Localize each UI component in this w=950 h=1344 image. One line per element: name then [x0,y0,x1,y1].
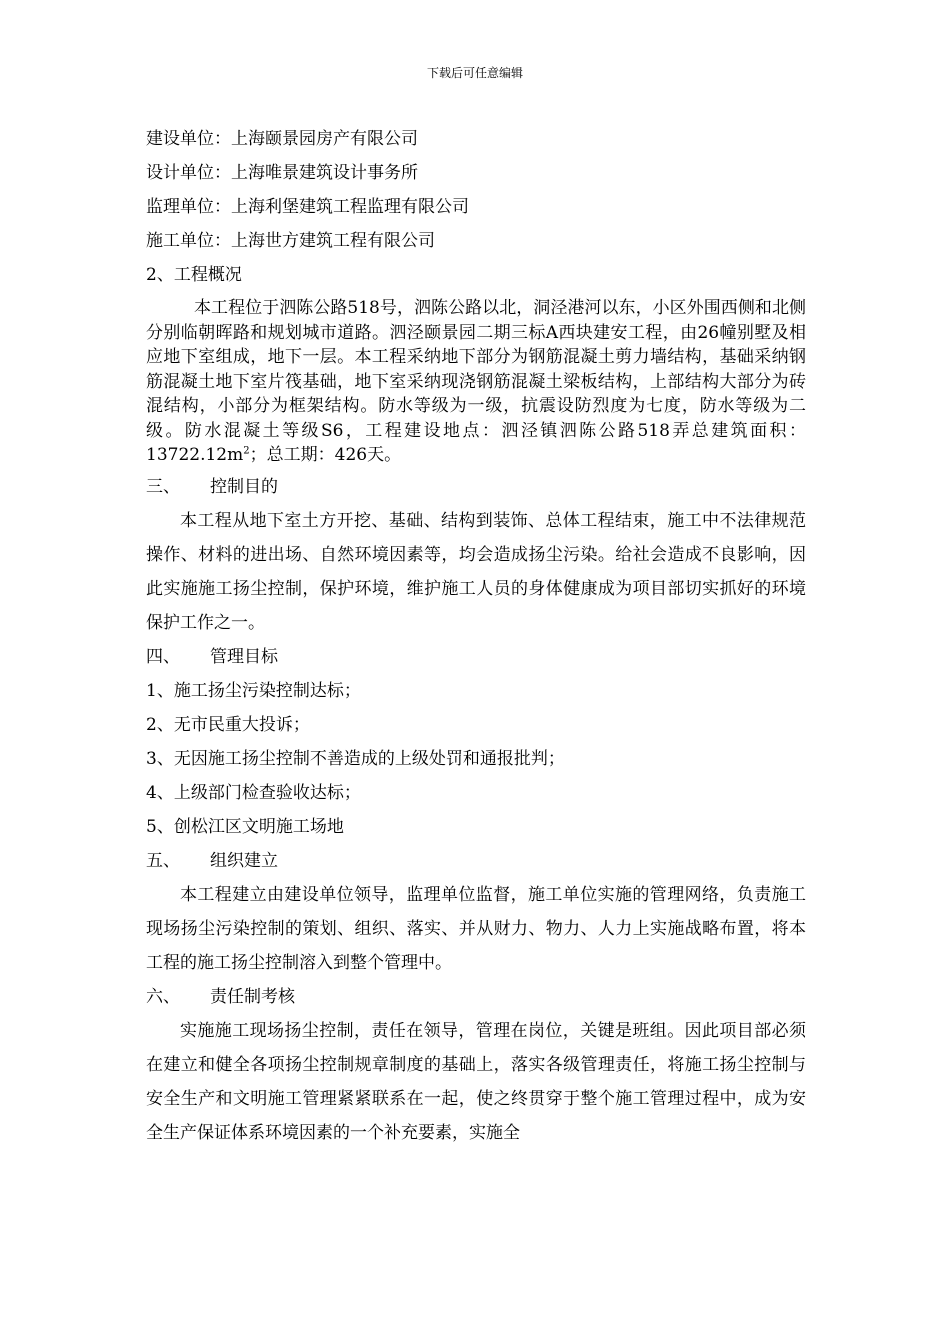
section-number: 四、 [146,646,180,667]
unit-value: 上海颐景园房产有限公司 [231,129,418,149]
unit-value: 上海利堡建筑工程监理有限公司 [231,197,469,217]
unit-label: 监理单位： [146,197,231,217]
document-body [146,122,806,1150]
section-heading-organization [146,844,806,878]
section-title: 组织建立 [210,850,278,871]
section-heading-overview: 2、工程概况 [146,265,242,285]
section-heading-management-goals [146,640,806,674]
list-item: 2、无市民重大投诉； [146,714,310,735]
section-title: 管理目标 [210,646,278,667]
unit-value: 上海世方建筑工程有限公司 [231,231,435,251]
unit-line-contractor [146,224,806,258]
superscript-unit: 2 [243,445,250,457]
section-heading-control-purpose [146,470,806,504]
unit-label: 建设单位： [146,129,231,149]
list-item: 4、上级部门检查验收达标； [146,782,361,803]
section-paragraph-organization: 本工程建立由建设单位领导，监理单位监督，施工单位实施的管理网络，负责施工现场扬尘污染控制的策划、组织、落实、并从财力、物力、人力上实施战略布置，将本工程的施工扬尘控制溶入到整个管理中。 [146,884,806,973]
overview-text-tail: ；总工期：426天。 [249,445,402,465]
section-number: 五、 [146,850,180,871]
list-item: 1、施工扬尘污染控制达标； [146,680,361,701]
list-item: 3、无因施工扬尘控制不善造成的上级处罚和通报批判； [146,748,565,769]
unit-value: 上海唯景建筑设计事务所 [231,163,418,183]
section-title: 控制目的 [210,476,278,497]
unit-label: 设计单位： [146,163,231,183]
overview-text: 本工程位于泗陈公路518号，泗陈公路以北，洞泾港河以东，小区外围西侧和北侧分别临朝晖路和规划城市道路。泗泾颐景园二期三标A西块建安工程，由26幢别墅及相应地下室组成，地下一层。本工程采纳地下部分为钢筋混凝土剪力墙结构，基础采纳钢筋混凝土地下室片筏基础，地下室采纳现浇钢筋混凝土梁板结构，上部结构大部分为砖混结构，小部分为框架结构。防水等级为一级，抗震设防烈度为七度，防水等级为二级。防水混凝土等级S6，工程建设地点：泗泾镇泗陈公路518弄总建筑面积：13722.12m [146,298,806,465]
section-number: 三、 [146,476,180,497]
unit-line-construction [146,122,806,156]
section-number: 六、 [146,986,180,1007]
section-heading-responsibility [146,980,806,1014]
unit-line-supervision [146,190,806,224]
section-paragraph-responsibility: 实施施工现场扬尘控制，责任在领导，管理在岗位，关键是班组。因此项目部必须在建立和健全各项扬尘控制规章制度的基础上，落实各级管理责任，将施工扬尘控制与安全生产和文明施工管理紧紧联系在一起，使之终贯穿于整个施工管理过程中，成为安全生产保证体系环境因素的一个补充要素，实施全 [146,1020,806,1143]
unit-label: 施工单位： [146,231,231,251]
unit-line-design [146,156,806,190]
list-item: 5、创松江区文明施工场地 [146,816,344,837]
section-paragraph-overview [146,296,806,468]
section-title: 责任制考核 [210,986,295,1007]
section-paragraph-control-purpose: 本工程从地下室土方开挖、基础、结构到装饰、总体工程结束，施工中不法律规范操作、材料的进出场、自然环境因素等，均会造成扬尘污染。给社会造成不良影响，因此实施施工扬尘控制，保护环境，维护施工人员的身体健康成为项目部切实抓好的环境保护工作之一。 [146,510,806,633]
page-header: 下载后可任意编辑 [426,66,523,80]
